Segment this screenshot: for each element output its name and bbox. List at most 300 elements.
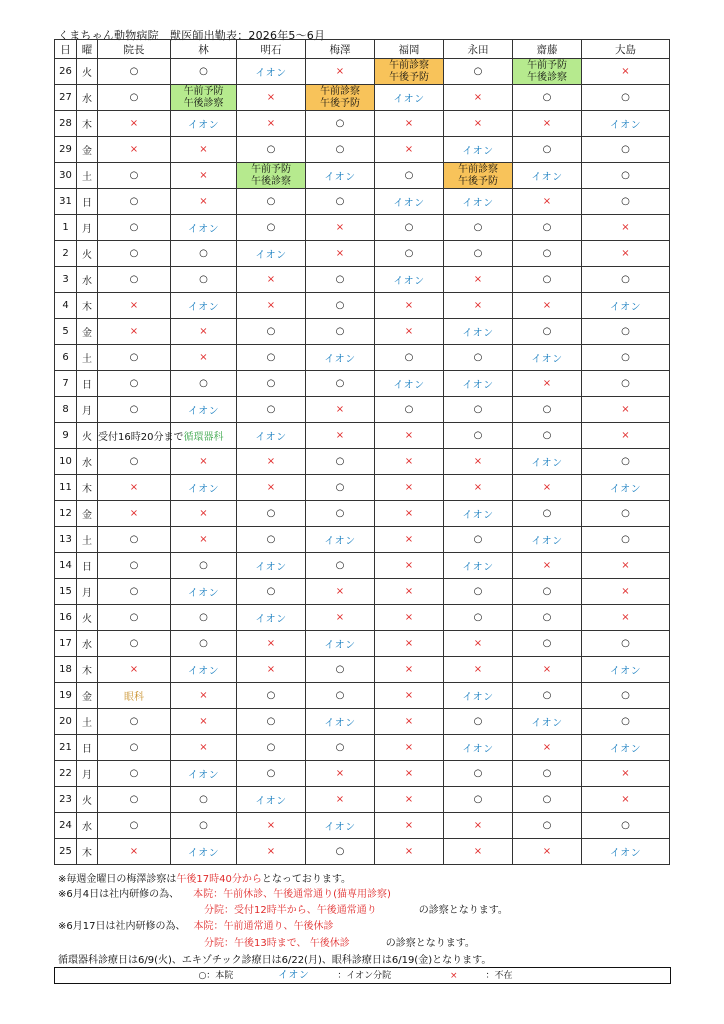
day-cell: 16 (55, 605, 77, 631)
present-mark: ○ (513, 397, 582, 423)
ion-branch-mark: イオン (582, 657, 670, 683)
header-row (55, 40, 670, 59)
note-text: ※6月17日は社内研修の為、 (58, 921, 186, 932)
table-row (55, 657, 670, 683)
weekday-cell: 金 (77, 683, 98, 709)
day-cell: 13 (55, 527, 77, 553)
table-row (55, 839, 670, 865)
present-mark: ○ (306, 735, 375, 761)
absent-mark: × (375, 475, 444, 501)
table-row (55, 189, 670, 215)
weekday-cell: 木 (77, 657, 98, 683)
absent-mark: × (375, 709, 444, 735)
present-mark: ○ (513, 813, 582, 839)
note-text: ※毎週金曜日の梅澤診察は (58, 874, 177, 885)
legend-absent-mark: × (449, 971, 458, 981)
present-mark: ○ (98, 787, 171, 813)
absent-mark: × (582, 397, 670, 423)
weekday-cell: 火 (77, 59, 98, 85)
present-mark: ○ (98, 241, 171, 267)
present-mark: ○ (98, 553, 171, 579)
weekday-cell: 日 (77, 553, 98, 579)
absent-mark: × (375, 631, 444, 657)
present-mark: ○ (171, 241, 237, 267)
present-mark: ○ (513, 579, 582, 605)
absent-mark: × (444, 267, 513, 293)
present-mark: ○ (237, 189, 306, 215)
absent-mark: × (98, 475, 171, 501)
present-mark: ○ (513, 137, 582, 163)
ion-branch-mark: イオン (444, 371, 513, 397)
present-mark: ○ (171, 605, 237, 631)
present-mark: ○ (98, 579, 171, 605)
present-mark: ○ (306, 319, 375, 345)
absent-mark: × (582, 59, 670, 85)
ion-branch-mark: イオン (237, 605, 306, 631)
day-cell: 10 (55, 449, 77, 475)
absent-mark: × (306, 215, 375, 241)
schedule-note-cell: 午前予防 午後診察 (513, 59, 582, 85)
absent-mark: × (306, 787, 375, 813)
present-mark: ○ (237, 735, 306, 761)
schedule-note-cell: 循環器科 (171, 423, 237, 449)
day-cell: 6 (55, 345, 77, 371)
day-cell: 21 (55, 735, 77, 761)
day-cell: 12 (55, 501, 77, 527)
weekday-cell: 月 (77, 579, 98, 605)
table-row (55, 163, 670, 189)
day-cell: 24 (55, 813, 77, 839)
weekday-cell: 火 (77, 787, 98, 813)
table-row (55, 111, 670, 137)
ion-branch-mark: イオン (306, 709, 375, 735)
present-mark: ○ (582, 267, 670, 293)
present-mark: ○ (513, 501, 582, 527)
column-header: 大島 (582, 40, 670, 59)
present-mark: ○ (98, 163, 171, 189)
absent-mark: × (375, 813, 444, 839)
ion-branch-mark: イオン (375, 267, 444, 293)
weekday-cell: 火 (77, 605, 98, 631)
present-mark: ○ (513, 215, 582, 241)
absent-mark: × (171, 345, 237, 371)
day-cell: 28 (55, 111, 77, 137)
absent-mark: × (306, 397, 375, 423)
absent-mark: × (171, 527, 237, 553)
present-mark: ○ (98, 631, 171, 657)
present-mark: ○ (98, 371, 171, 397)
weekday-cell: 日 (77, 371, 98, 397)
table-row (55, 267, 670, 293)
table-row (55, 59, 670, 85)
note-friday (58, 870, 351, 885)
present-mark: ○ (98, 189, 171, 215)
ion-branch-mark: イオン (306, 813, 375, 839)
ion-branch-mark: イオン (171, 761, 237, 787)
day-cell: 30 (55, 163, 77, 189)
present-mark: ○ (513, 605, 582, 631)
day-cell: 1 (55, 215, 77, 241)
absent-mark: × (375, 449, 444, 475)
absent-mark: × (171, 501, 237, 527)
ion-branch-mark: イオン (171, 397, 237, 423)
present-mark: ○ (306, 657, 375, 683)
table-row (55, 319, 670, 345)
table-row (55, 761, 670, 787)
absent-mark: × (375, 527, 444, 553)
present-mark: ○ (444, 345, 513, 371)
absent-mark: × (513, 111, 582, 137)
present-mark: ○ (444, 59, 513, 85)
present-mark: ○ (306, 449, 375, 475)
present-mark: ○ (582, 137, 670, 163)
day-cell: 8 (55, 397, 77, 423)
note-highlight: 本院：午前通常通り、午後休診 (193, 921, 334, 932)
present-mark: ○ (513, 683, 582, 709)
absent-mark: × (513, 371, 582, 397)
absent-mark: × (171, 189, 237, 215)
present-mark: ○ (237, 527, 306, 553)
present-mark: ○ (98, 215, 171, 241)
present-mark: ○ (306, 111, 375, 137)
column-header: 齋藤 (513, 40, 582, 59)
absent-mark: × (582, 787, 670, 813)
present-mark: ○ (98, 267, 171, 293)
present-mark: ○ (444, 761, 513, 787)
ion-branch-mark: イオン (171, 475, 237, 501)
ion-branch-mark: イオン (513, 527, 582, 553)
legend (54, 967, 671, 984)
present-mark: ○ (171, 267, 237, 293)
present-mark: ○ (237, 501, 306, 527)
note-text: ※6月4日は社内研修の為、 (58, 889, 180, 900)
note-june4-branch (204, 901, 508, 916)
ion-branch-mark: イオン (237, 787, 306, 813)
day-cell: 20 (55, 709, 77, 735)
day-cell: 18 (55, 657, 77, 683)
note-june17 (58, 917, 333, 932)
present-mark: ○ (582, 345, 670, 371)
weekday-cell: 月 (77, 215, 98, 241)
schedule-note-cell: 午前診察 午後予防 (306, 85, 375, 111)
ion-branch-mark: イオン (171, 839, 237, 865)
table-row (55, 605, 670, 631)
absent-mark: × (237, 449, 306, 475)
absent-mark: × (375, 501, 444, 527)
ion-branch-mark: イオン (171, 293, 237, 319)
legend-ion-text: ：イオン分院 (337, 971, 392, 981)
absent-mark: × (237, 293, 306, 319)
ion-branch-mark: イオン (171, 657, 237, 683)
absent-mark: × (237, 631, 306, 657)
table-row (55, 683, 670, 709)
absent-mark: × (171, 137, 237, 163)
weekday-cell: 水 (77, 85, 98, 111)
absent-mark: × (171, 319, 237, 345)
absent-mark: × (171, 449, 237, 475)
ion-branch-mark: イオン (444, 189, 513, 215)
absent-mark: × (375, 683, 444, 709)
absent-mark: × (444, 85, 513, 111)
note-text: の診察となります。 (385, 938, 475, 949)
day-cell: 27 (55, 85, 77, 111)
present-mark: ○ (444, 241, 513, 267)
present-mark: ○ (444, 605, 513, 631)
day-cell: 11 (55, 475, 77, 501)
note-text: となっております。 (261, 874, 352, 885)
absent-mark: × (375, 111, 444, 137)
absent-mark: × (582, 423, 670, 449)
table-row (55, 527, 670, 553)
present-mark: ○ (98, 449, 171, 475)
table-row (55, 553, 670, 579)
present-mark: ○ (375, 215, 444, 241)
table-row (55, 709, 670, 735)
absent-mark: × (375, 319, 444, 345)
schedule-note-cell: 午前診察 午後予防 (375, 59, 444, 85)
table-row (55, 293, 670, 319)
weekday-cell: 水 (77, 631, 98, 657)
absent-mark: × (98, 501, 171, 527)
absent-mark: × (171, 735, 237, 761)
ion-branch-mark: イオン (513, 163, 582, 189)
note-june17-branch (204, 934, 475, 949)
note-highlight: 分院：午後13時まで、 午後休診 (204, 938, 350, 949)
table-row (55, 397, 670, 423)
weekday-cell: 水 (77, 813, 98, 839)
day-cell: 15 (55, 579, 77, 605)
ion-branch-mark: イオン (237, 59, 306, 85)
present-mark: ○ (444, 397, 513, 423)
absent-mark: × (582, 215, 670, 241)
ion-branch-mark: イオン (375, 371, 444, 397)
legend-absent (436, 971, 527, 981)
day-cell: 25 (55, 839, 77, 865)
ion-branch-mark: イオン (306, 345, 375, 371)
ion-branch-mark: イオン (582, 475, 670, 501)
legend-ion-word: イオン (278, 970, 310, 981)
present-mark: ○ (98, 761, 171, 787)
present-mark: ○ (582, 163, 670, 189)
day-cell: 7 (55, 371, 77, 397)
day-cell: 23 (55, 787, 77, 813)
absent-mark: × (171, 709, 237, 735)
weekday-cell: 木 (77, 293, 98, 319)
present-mark: ○ (171, 631, 237, 657)
absent-mark: × (444, 449, 513, 475)
ion-branch-mark: イオン (513, 345, 582, 371)
present-mark: ○ (306, 293, 375, 319)
table-row (55, 241, 670, 267)
absent-mark: × (444, 657, 513, 683)
ion-branch-mark: イオン (513, 449, 582, 475)
column-header: 永田 (444, 40, 513, 59)
present-mark: ○ (306, 137, 375, 163)
present-mark: ○ (306, 371, 375, 397)
present-mark: ○ (444, 527, 513, 553)
absent-mark: × (375, 579, 444, 605)
present-mark: ○ (237, 397, 306, 423)
present-mark: ○ (237, 579, 306, 605)
weekday-cell: 金 (77, 137, 98, 163)
present-mark: ○ (98, 85, 171, 111)
column-header: 林 (171, 40, 237, 59)
ion-branch-mark: イオン (444, 553, 513, 579)
present-mark: ○ (237, 371, 306, 397)
present-mark: ○ (375, 345, 444, 371)
absent-mark: × (375, 761, 444, 787)
absent-mark: × (513, 475, 582, 501)
present-mark: ○ (582, 501, 670, 527)
present-mark: ○ (306, 683, 375, 709)
present-mark: ○ (98, 735, 171, 761)
absent-mark: × (444, 631, 513, 657)
ion-branch-mark: イオン (582, 839, 670, 865)
weekday-cell: 月 (77, 761, 98, 787)
table-row (55, 137, 670, 163)
absent-mark: × (306, 59, 375, 85)
ion-branch-mark: イオン (171, 579, 237, 605)
schedule-table (54, 39, 670, 865)
present-mark: ○ (306, 475, 375, 501)
weekday-cell: 土 (77, 527, 98, 553)
weekday-cell: 水 (77, 449, 98, 475)
absent-mark: × (98, 293, 171, 319)
table-row (55, 449, 670, 475)
absent-mark: × (582, 605, 670, 631)
day-cell: 19 (55, 683, 77, 709)
weekday-cell: 火 (77, 241, 98, 267)
present-mark: ○ (513, 319, 582, 345)
absent-mark: × (444, 839, 513, 865)
column-header: 日 (55, 40, 77, 59)
absent-mark: × (513, 735, 582, 761)
legend-main: ○：本院 (198, 971, 234, 981)
weekday-cell: 金 (77, 319, 98, 345)
absent-mark: × (513, 553, 582, 579)
absent-mark: × (171, 683, 237, 709)
ion-branch-mark: イオン (237, 241, 306, 267)
table-row (55, 735, 670, 761)
weekday-cell: 土 (77, 709, 98, 735)
absent-mark: × (444, 813, 513, 839)
absent-mark: × (444, 475, 513, 501)
absent-mark: × (375, 293, 444, 319)
absent-mark: × (513, 839, 582, 865)
schedule-note-cell: 受付16時20分まで (98, 423, 171, 449)
present-mark: ○ (582, 449, 670, 475)
absent-mark: × (98, 319, 171, 345)
present-mark: ○ (582, 527, 670, 553)
present-mark: ○ (582, 189, 670, 215)
absent-mark: × (375, 137, 444, 163)
note-special-days: 循環器科診療日は6/9(火)、エキゾチック診療日は6/22(月)、眼科診療日は6/19(金)となります。 (58, 955, 492, 966)
ion-branch-mark: イオン (444, 683, 513, 709)
present-mark: ○ (513, 85, 582, 111)
day-cell: 29 (55, 137, 77, 163)
day-cell: 4 (55, 293, 77, 319)
absent-mark: × (171, 163, 237, 189)
weekday-cell: 日 (77, 189, 98, 215)
day-cell: 17 (55, 631, 77, 657)
page-title: くまちゃん動物病院 獣医師出勤表：2026年5～6月 (58, 29, 326, 42)
column-header: 明石 (237, 40, 306, 59)
schedule-note-cell: 午前診察 午後予防 (444, 163, 513, 189)
weekday-cell: 土 (77, 163, 98, 189)
weekday-cell: 木 (77, 111, 98, 137)
schedule-note-cell: 午前予防 午後診察 (237, 163, 306, 189)
present-mark: ○ (306, 189, 375, 215)
present-mark: ○ (98, 813, 171, 839)
present-mark: ○ (306, 553, 375, 579)
present-mark: ○ (513, 787, 582, 813)
absent-mark: × (375, 735, 444, 761)
absent-mark: × (98, 657, 171, 683)
weekday-cell: 土 (77, 345, 98, 371)
present-mark: ○ (171, 371, 237, 397)
absent-mark: × (375, 787, 444, 813)
note-june4 (58, 885, 391, 900)
absent-mark: × (582, 761, 670, 787)
present-mark: ○ (582, 631, 670, 657)
schedule-note-cell: 眼科 (98, 683, 171, 709)
table-row (55, 423, 670, 449)
ion-branch-mark: イオン (171, 111, 237, 137)
absent-mark: × (237, 267, 306, 293)
present-mark: ○ (513, 241, 582, 267)
present-mark: ○ (98, 59, 171, 85)
present-mark: ○ (513, 631, 582, 657)
ion-branch-mark: イオン (375, 85, 444, 111)
absent-mark: × (444, 111, 513, 137)
ion-branch-mark: イオン (375, 189, 444, 215)
absent-mark: × (306, 761, 375, 787)
table-row (55, 85, 670, 111)
present-mark: ○ (444, 579, 513, 605)
absent-mark: × (237, 839, 306, 865)
present-mark: ○ (444, 787, 513, 813)
present-mark: ○ (375, 397, 444, 423)
present-mark: ○ (237, 761, 306, 787)
absent-mark: × (237, 475, 306, 501)
table-row (55, 345, 670, 371)
present-mark: ○ (98, 527, 171, 553)
absent-mark: × (513, 189, 582, 215)
present-mark: ○ (306, 839, 375, 865)
table-row (55, 631, 670, 657)
ion-branch-mark: イオン (444, 735, 513, 761)
absent-mark: × (306, 423, 375, 449)
day-cell: 3 (55, 267, 77, 293)
present-mark: ○ (375, 163, 444, 189)
note-highlight: 午後17時40分から (176, 874, 262, 885)
ion-branch-mark: イオン (306, 163, 375, 189)
ion-branch-mark: イオン (306, 631, 375, 657)
absent-mark: × (375, 605, 444, 631)
day-cell: 2 (55, 241, 77, 267)
table-row (55, 371, 670, 397)
present-mark: ○ (582, 319, 670, 345)
ion-branch-mark: イオン (444, 501, 513, 527)
absent-mark: × (98, 137, 171, 163)
weekday-cell: 金 (77, 501, 98, 527)
note-highlight: 分院：受付12時半から、午後通常通り (204, 905, 377, 916)
ion-branch-mark: イオン (171, 215, 237, 241)
present-mark: ○ (237, 137, 306, 163)
absent-mark: × (237, 657, 306, 683)
table-row (55, 579, 670, 605)
present-mark: ○ (98, 345, 171, 371)
